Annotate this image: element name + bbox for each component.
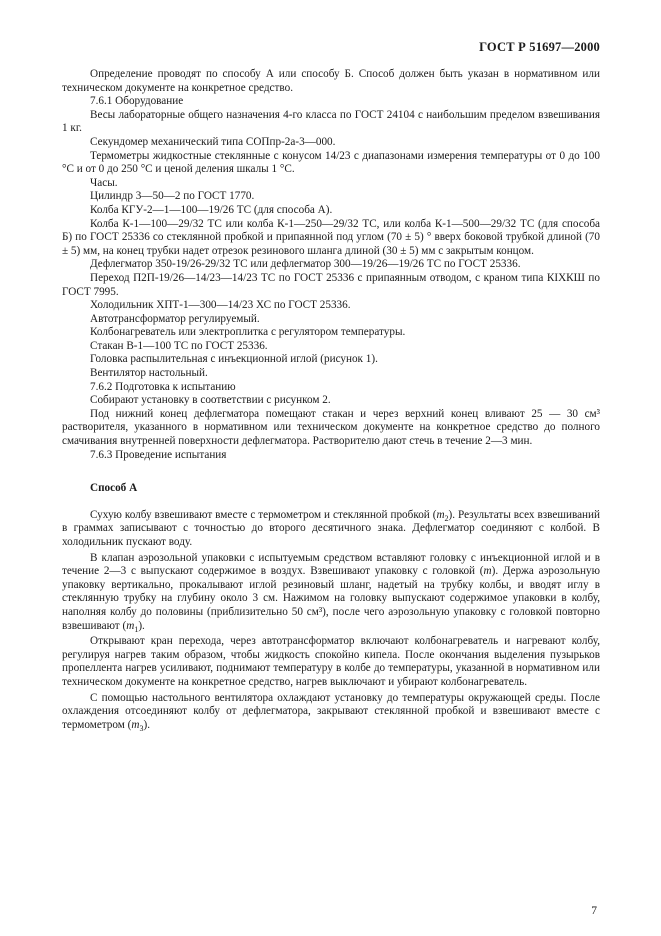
paragraph: Определение проводят по способу А или способу Б. Способ должен быть указан в нормативном или техническом документе на конкретное средство.: [62, 68, 600, 94]
paragraph: Переход П2П-19/26—14/23—14/23 ТС по ГОСТ 25336 с припаянным отводом, с краном типа КIХКШ по ГОСТ 7995.: [62, 271, 600, 298]
method-paragraph: В клапан аэрозольной упаковки с испытуемым средством вставляют головку с инъекционной иглой и в течение 2—3 с выпускают содержимое в воздух. Взвешивают упаковку с головкой (m). Держа аэрозольную упаковку вертикально, прокалывают иглой резиновый шланг, надетый на трубку колбы, и вводят иглу в стеклянную трубку на глубину около 3 см. Нажимом на головку выпускают содержимое упаковки в колбу, наполняя колбу до половины (приблизительно 50 см³), после чего аэрозольную упаковку с головкой повторно взвешивают $(m_1)$.: [62, 551, 600, 634]
paragraph: Холодильник ХПТ-1—300—14/23 ХС по ГОСТ 25336.: [90, 299, 351, 312]
page-body: [62, 68, 600, 732]
paragraph: Секундомер механический типа СОПпр-2а-3—000.: [90, 135, 336, 148]
paragraph: Стакан В-1—100 ТС по ГОСТ 25336.: [90, 339, 268, 352]
subsection-heading: 7.6.1 Оборудование: [90, 95, 184, 108]
paragraph: Под нижний конец дефлегматора помещают стакан и через верхний конец вливают 25 — 30 см³ растворителя, указанного в нормативном или техническом документе на конкретное средство до полного смачивания внутренней поверхности дефлегматора. Растворителю дают стечь в течение 2—3 мин.: [62, 407, 600, 448]
paragraph: Цилиндр 3—50—2 по ГОСТ 1770.: [90, 190, 255, 203]
paragraph: Весы лабораторные общего назначения 4-го класса по ГОСТ 24104 с наибольшим пределом взвешивания 1 кг.: [62, 108, 600, 135]
paragraph: Термометры жидкостные стеклянные с конусом 14/23 с диапазонами измерения температуры от 0 до 100 °С и от 0 до 250 °С и ценой деления шкалы 1 °С.: [62, 149, 600, 176]
paragraph: Колбонагреватель или электроплитка с регулятором температуры.: [90, 326, 406, 339]
paragraph: Вентилятор настольный.: [90, 367, 208, 380]
method-paragraph: Открывают кран перехода, через автотрансформатор включают колбонагреватель и нагревают колбу, регулируя нагрев таким образом, чтобы жидкость спокойно кипела. После окончания выделения пузырьков пропеллента нагрев усиливают, поднимают температуру в колбе до температуры, указанной в нормативном или техническом документе на конкретное средство, нагрев выключают и убирают колбонагреватель.: [62, 635, 600, 688]
subsection-heading: 7.6.2 Подготовка к испытанию: [90, 380, 236, 393]
paragraph: Собирают установку в соответствии с рисунком 2.: [90, 394, 331, 407]
page-number: 7: [591, 905, 597, 917]
paragraph: Часы.: [90, 176, 118, 189]
paragraph: Дефлегматор 350-19/26-29/32 ТС или дефлегматор 300—19/26—19/26 ТС по ГОСТ 25336.: [90, 258, 521, 271]
document-code-header: ГОСТ Р 51697—2000: [479, 40, 600, 54]
paragraph: Головка распылительная с инъекционной иглой (рисунок 1).: [90, 353, 378, 366]
paragraph: Колба К-1—100—29/32 ТС или колба К-1—250—29/32 ТС, или колба К-1—500—29/32 ТС (для способа Б) по ГОСТ 25336 со стеклянной пробкой и припаянной под углом (70 ± 5) ° вверх боковой трубкой длиной (70 ± 5) мм, на конец трубки надет отрезок резинового шланга длиной (30 ± 5) мм с закрытым концом.: [62, 217, 600, 257]
method-paragraph: С помощью настольного вентилятора охлаждают установку до температуры окружающей среды. После охлаждения отсоединяют колбу от дефлегматора, закрывают стеклянной пробкой и взвешивают вместе с термометром $(m_3)$.: [62, 691, 600, 733]
method-paragraph: Сухую колбу взвешивают вместе с термометром и стеклянной пробкой $(m_2)$. Результаты всех взвешиваний в граммах записывают с точностью до второго десятичного знака. Дефлегматор соединяют с колбой. В холодильник пускают воду.: [62, 508, 600, 548]
subsection-heading: 7.6.3 Проведение испытания: [90, 448, 227, 461]
method-heading: Способ А: [90, 482, 138, 495]
paragraph: Колба КГУ-2—1—100—19/26 ТС (для способа А).: [90, 203, 333, 216]
paragraph: Автотрансформатор регулируемый.: [90, 312, 260, 325]
